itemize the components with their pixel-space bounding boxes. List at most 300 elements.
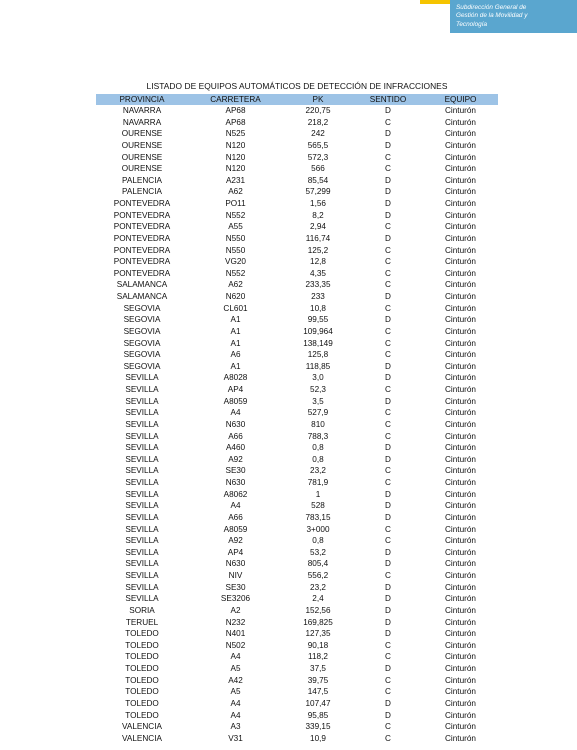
pk-cell: 233,35	[305, 280, 331, 290]
equipo-cell: Cinturón	[445, 338, 476, 348]
table-row	[96, 431, 498, 443]
provincia-cell: PONTEVEDRA	[113, 222, 171, 232]
equipo-cell: Cinturón	[445, 710, 476, 720]
table-row	[96, 407, 498, 419]
table-row	[96, 140, 498, 152]
table-row	[96, 419, 498, 431]
provincia-cell: SEVILLA	[125, 396, 159, 406]
equipo-cell: Cinturón	[445, 443, 476, 453]
sentido-cell: C	[385, 164, 391, 174]
table-row	[96, 651, 498, 663]
table-row	[96, 512, 498, 524]
provincia-cell: TOLEDO	[125, 710, 159, 720]
provincia-cell: SEVILLA	[125, 431, 159, 441]
carretera-cell: SE3206	[220, 594, 251, 604]
pk-cell: 572,3	[307, 152, 329, 162]
equipo-cell: Cinturón	[445, 396, 476, 406]
provincia-cell: TOLEDO	[125, 698, 159, 708]
provincia-cell: SEVILLA	[125, 373, 159, 383]
provincia-cell: OURENSE	[121, 164, 163, 174]
pk-cell: 556,2	[307, 571, 329, 580]
equipo-cell: Cinturón	[445, 629, 476, 639]
carretera-cell: A8028	[223, 373, 248, 383]
pk-cell: 527,9	[307, 408, 329, 418]
pk-cell: 52,3	[310, 385, 326, 394]
sentido-cell: D	[385, 501, 391, 511]
sentido-cell: D	[385, 710, 391, 720]
equipo-cell: Cinturón	[445, 582, 476, 592]
table-row	[96, 675, 498, 687]
equipo-cell: Cinturón	[445, 257, 476, 267]
sentido-cell: C	[385, 385, 391, 394]
carretera-cell: N630	[225, 419, 246, 429]
equipo-cell: Cinturón	[445, 361, 476, 371]
provincia-cell: PONTEVEDRA	[113, 245, 171, 255]
carretera-cell: A62	[228, 187, 243, 197]
table-row	[96, 733, 498, 745]
provincia-cell: PALENCIA	[122, 187, 162, 197]
table-row	[96, 396, 498, 408]
provincia-cell: TOLEDO	[125, 629, 159, 639]
carretera-cell: CL601	[223, 303, 248, 313]
table-row	[96, 349, 498, 361]
carretera-cell: A1	[230, 315, 241, 325]
sentido-cell: C	[385, 117, 391, 127]
equipo-cell: Cinturón	[445, 129, 476, 139]
equipo-cell: Cinturón	[445, 605, 476, 615]
equipo-cell: Cinturón	[445, 152, 476, 162]
pk-cell: 37,5	[310, 664, 326, 673]
provincia-cell: SEVILLA	[125, 582, 159, 592]
provincia-cell: TOLEDO	[125, 664, 159, 673]
provincia-cell: TOLEDO	[125, 640, 159, 650]
sentido-cell: C	[385, 478, 391, 487]
provincia-cell: SEVILLA	[125, 478, 159, 487]
provincia-cell: SEVILLA	[125, 385, 159, 394]
table-row	[96, 372, 498, 384]
equipo-cell: Cinturón	[445, 617, 476, 627]
pk-cell: 3,5	[312, 396, 324, 406]
sentido-cell: D	[385, 617, 391, 627]
pk-cell: 12,8	[310, 257, 326, 267]
carretera-cell: A8062	[223, 489, 248, 499]
pk-cell: 0,8	[312, 443, 324, 453]
sentido-cell: C	[385, 245, 391, 255]
sentido-cell: C	[385, 350, 391, 360]
sentido-cell: C	[385, 419, 391, 429]
provincia-cell: NAVARRA	[122, 117, 162, 127]
pk-cell: 218,2	[307, 117, 329, 127]
column-header-pk: PK	[283, 94, 353, 105]
pk-cell: 138,149	[303, 338, 333, 348]
pk-cell: 781,9	[307, 478, 329, 487]
sentido-cell: D	[385, 129, 391, 139]
provincia-cell: SEGOVIA	[123, 338, 161, 348]
sentido-cell: D	[385, 489, 391, 499]
table-row	[96, 477, 498, 489]
pk-cell: 2,4	[312, 594, 324, 604]
carretera-cell: A1	[230, 361, 241, 371]
pk-cell: 147,5	[307, 687, 329, 697]
carretera-cell: N630	[225, 559, 246, 569]
sentido-cell: D	[385, 443, 391, 453]
equipo-cell: Cinturón	[445, 117, 476, 127]
carretera-cell: A1	[230, 338, 241, 348]
equipo-cell: Cinturón	[445, 303, 476, 313]
pk-cell: 220,75	[305, 106, 331, 115]
sentido-cell: D	[385, 582, 391, 592]
sentido-cell: C	[385, 524, 391, 534]
equipo-cell: Cinturón	[445, 175, 476, 185]
table-row	[96, 245, 498, 257]
pk-cell: 3+000	[306, 524, 330, 534]
pk-cell: 99,55	[307, 315, 329, 325]
provincia-cell: VALENCIA	[122, 722, 162, 732]
equipo-cell: Cinturón	[445, 664, 476, 673]
table-row	[96, 686, 498, 698]
sentido-cell: C	[385, 722, 391, 732]
pk-cell: 125,2	[307, 245, 329, 255]
sentido-cell: C	[385, 687, 391, 697]
equipo-cell: Cinturón	[445, 478, 476, 487]
carretera-cell: N120	[225, 164, 246, 174]
sentido-cell: D	[385, 605, 391, 615]
sentido-cell: C	[385, 303, 391, 313]
table-row	[96, 454, 498, 466]
table-row	[96, 593, 498, 605]
sentido-cell: C	[385, 652, 391, 662]
table-row	[96, 710, 498, 722]
provincia-cell: SEVILLA	[125, 419, 159, 429]
sentido-cell: C	[385, 733, 391, 743]
table-row	[96, 291, 498, 303]
carretera-cell: AP68	[225, 106, 246, 115]
table-row	[96, 163, 498, 175]
carretera-cell: A6	[230, 350, 241, 360]
table-row	[96, 314, 498, 326]
provincia-cell: SEGOVIA	[123, 326, 161, 336]
pk-cell: 53,2	[310, 547, 326, 557]
sentido-cell: C	[385, 257, 391, 267]
pk-cell: 10,8	[310, 303, 326, 313]
pk-cell: 783,15	[305, 512, 331, 522]
sentido-cell: D	[385, 454, 391, 464]
sentido-cell: C	[385, 280, 391, 290]
table-row	[96, 303, 498, 315]
provincia-cell: SEGOVIA	[123, 361, 161, 371]
sentido-cell: C	[385, 675, 391, 685]
carretera-cell: N401	[225, 629, 246, 639]
carretera-cell: A231	[225, 175, 246, 185]
pk-cell: 10,9	[310, 733, 326, 743]
carretera-cell: N552	[225, 210, 246, 220]
table-row	[96, 524, 498, 536]
table-row	[96, 175, 498, 187]
table-row	[96, 338, 498, 350]
equipo-cell: Cinturón	[445, 199, 476, 208]
carretera-cell: A5	[230, 664, 241, 673]
carretera-cell: AP4	[227, 385, 244, 394]
equipo-cell: Cinturón	[445, 419, 476, 429]
carretera-cell: A5	[230, 687, 241, 697]
sentido-cell: C	[385, 466, 391, 476]
carretera-cell: SE30	[225, 582, 246, 592]
provincia-cell: SEVILLA	[125, 408, 159, 418]
table-row	[96, 256, 498, 268]
equipo-cell: Cinturón	[445, 524, 476, 534]
carretera-cell: A66	[228, 431, 243, 441]
sentido-cell: D	[385, 664, 391, 673]
column-header-provincia: PROVINCIA	[96, 94, 188, 105]
carretera-cell: AP68	[225, 117, 246, 127]
pk-cell: 90,18	[307, 640, 329, 650]
carretera-cell: A4	[230, 710, 241, 720]
pk-cell: 127,35	[305, 629, 331, 639]
carretera-cell: N120	[225, 140, 246, 150]
equipo-cell: Cinturón	[445, 315, 476, 325]
sentido-cell: D	[385, 559, 391, 569]
provincia-cell: OURENSE	[121, 129, 163, 139]
carretera-cell: A1	[230, 326, 241, 336]
table-row	[96, 535, 498, 547]
equipo-cell: Cinturón	[445, 187, 476, 197]
equipo-cell: Cinturón	[445, 408, 476, 418]
carretera-cell: A62	[228, 280, 243, 290]
table-row	[96, 384, 498, 396]
pk-cell: 85,54	[307, 175, 329, 185]
table-body	[96, 105, 498, 744]
org-line-1: Subdirección General de	[456, 4, 527, 11]
table-row	[96, 605, 498, 617]
provincia-cell: SEVILLA	[125, 512, 159, 522]
carretera-cell: PO11	[225, 199, 246, 208]
pk-cell: 528	[311, 501, 325, 511]
carretera-cell: A92	[228, 454, 243, 464]
provincia-cell: SEVILLA	[125, 489, 159, 499]
equipo-cell: Cinturón	[445, 431, 476, 441]
org-header-box	[450, 0, 577, 33]
equipo-cell: Cinturón	[445, 292, 476, 301]
pk-cell: 788,3	[307, 431, 329, 441]
column-header-equipo: EQUIPO	[423, 94, 498, 105]
sentido-cell: D	[385, 140, 391, 150]
equipo-cell: Cinturón	[445, 326, 476, 336]
pk-cell: 2,94	[310, 222, 326, 232]
provincia-cell: PALENCIA	[122, 175, 162, 185]
pk-cell: 118,2	[308, 652, 328, 662]
equipo-cell: Cinturón	[445, 164, 476, 174]
provincia-cell: SEVILLA	[125, 594, 159, 604]
table-row	[96, 628, 498, 640]
provincia-cell: PONTEVEDRA	[113, 210, 171, 220]
provincia-cell: OURENSE	[121, 140, 163, 150]
table-row	[96, 326, 498, 338]
carretera-cell: A4	[230, 698, 241, 708]
pk-cell: 125,8	[307, 350, 329, 360]
sentido-cell: D	[385, 187, 391, 197]
provincia-cell: SALAMANCA	[116, 292, 168, 301]
carretera-cell: NIV	[228, 571, 243, 580]
table-row	[96, 663, 498, 675]
sentido-cell: D	[385, 315, 391, 325]
table-row	[96, 361, 498, 373]
sentido-cell: C	[385, 222, 391, 232]
sentido-cell: C	[385, 408, 391, 418]
provincia-cell: PONTEVEDRA	[113, 199, 171, 208]
carretera-cell: A8059	[223, 524, 248, 534]
equipo-cell: Cinturón	[445, 222, 476, 232]
carretera-cell: A3	[230, 722, 241, 732]
table-row	[96, 570, 498, 582]
carretera-cell: A66	[228, 512, 243, 522]
pk-cell: 4,35	[310, 268, 326, 278]
provincia-cell: SEGOVIA	[123, 303, 161, 313]
carretera-cell: A4	[230, 652, 241, 662]
carretera-cell: A8059	[223, 396, 248, 406]
table-row	[96, 198, 498, 210]
pk-cell: 0,8	[312, 536, 324, 546]
provincia-cell: SEGOVIA	[123, 350, 161, 360]
provincia-cell: SEVILLA	[125, 454, 159, 464]
table-row	[96, 558, 498, 570]
carretera-cell: SE30	[225, 466, 246, 476]
carretera-cell: N502	[225, 640, 246, 650]
sentido-cell: D	[385, 594, 391, 604]
carretera-cell: VG20	[225, 257, 246, 267]
equipo-cell: Cinturón	[445, 652, 476, 662]
equipo-cell: Cinturón	[445, 385, 476, 394]
org-line-2: Gestión de la Movilidad y	[456, 12, 528, 20]
sentido-cell: C	[385, 431, 391, 441]
column-header-carretera: CARRETERA	[188, 94, 283, 105]
table-row	[96, 279, 498, 291]
provincia-cell: TOLEDO	[125, 675, 159, 685]
pk-cell: 8,2	[312, 210, 324, 220]
equipo-cell: Cinturón	[445, 210, 476, 220]
pk-cell: 1	[315, 489, 321, 499]
carretera-cell: AP4	[227, 547, 244, 557]
sentido-cell: C	[385, 152, 391, 162]
provincia-cell: TOLEDO	[125, 652, 159, 662]
provincia-cell: SEVILLA	[125, 559, 159, 569]
table-row	[96, 233, 498, 245]
sentido-cell: C	[385, 640, 391, 650]
sentido-cell: D	[385, 512, 391, 522]
carretera-cell: N552	[225, 268, 246, 278]
carretera-cell: A4	[230, 408, 241, 418]
carretera-cell: A2	[230, 605, 241, 615]
provincia-cell: SORIA	[129, 605, 155, 615]
pk-cell: 109,964	[303, 326, 333, 336]
equipo-cell: Cinturón	[445, 512, 476, 522]
carretera-cell: N550	[225, 245, 246, 255]
equipo-cell: Cinturón	[445, 687, 476, 697]
table-row	[96, 617, 498, 629]
table-row	[96, 442, 498, 454]
equipo-cell: Cinturón	[445, 268, 476, 278]
table-row	[96, 640, 498, 652]
equipment-table	[96, 94, 498, 744]
provincia-cell: VALENCIA	[122, 733, 162, 743]
provincia-cell: SALAMANCA	[116, 280, 168, 290]
table-row	[96, 186, 498, 198]
equipo-cell: Cinturón	[445, 698, 476, 708]
pk-cell: 116,74	[305, 233, 331, 243]
sentido-cell: C	[385, 536, 391, 546]
equipo-cell: Cinturón	[445, 233, 476, 243]
pk-cell: 57,299	[305, 187, 331, 197]
sentido-cell: C	[385, 268, 391, 278]
pk-cell: 805,4	[307, 559, 329, 569]
carretera-cell: N232	[225, 617, 246, 627]
equipo-cell: Cinturón	[445, 640, 476, 650]
provincia-cell: SEGOVIA	[123, 315, 161, 325]
sentido-cell: D	[385, 373, 391, 383]
provincia-cell: OURENSE	[121, 152, 163, 162]
equipo-cell: Cinturón	[445, 675, 476, 685]
table-row	[96, 128, 498, 140]
provincia-cell: PONTEVEDRA	[113, 268, 171, 278]
table-row	[96, 721, 498, 733]
carretera-cell: A92	[228, 536, 243, 546]
equipo-cell: Cinturón	[445, 722, 476, 732]
provincia-cell: TERUEL	[125, 617, 159, 627]
pk-cell: 0,8	[312, 454, 324, 464]
pk-cell: 107,47	[305, 698, 331, 708]
carretera-cell: N630	[225, 478, 246, 487]
sentido-cell: D	[385, 361, 391, 371]
pk-cell: 339,15	[305, 722, 331, 732]
equipo-cell: Cinturón	[445, 559, 476, 569]
table-row	[96, 221, 498, 233]
provincia-cell: SEVILLA	[125, 443, 159, 453]
pk-cell: 95,85	[307, 710, 329, 720]
sentido-cell: D	[385, 233, 391, 243]
equipo-cell: Cinturón	[445, 547, 476, 557]
document-title: LISTADO DE EQUIPOS AUTOMÁTICOS DE DETECCIÓN DE INFRACCIONES	[146, 81, 448, 91]
sentido-cell: D	[385, 210, 391, 220]
equipo-cell: Cinturón	[445, 466, 476, 476]
sentido-cell: D	[385, 292, 391, 301]
sentido-cell: D	[385, 629, 391, 639]
equipo-cell: Cinturón	[445, 140, 476, 150]
pk-cell: 3,0	[312, 373, 324, 383]
sentido-cell: C	[385, 326, 391, 336]
sentido-cell: C	[385, 571, 391, 580]
carretera-cell: A4	[230, 501, 241, 511]
equipo-cell: Cinturón	[445, 571, 476, 580]
carretera-cell: N620	[225, 292, 246, 301]
org-line-3: Tecnología	[456, 20, 488, 28]
table-row	[96, 105, 498, 117]
provincia-cell: NAVARRA	[122, 106, 162, 115]
provincia-cell: PONTEVEDRA	[113, 233, 171, 243]
sentido-cell: D	[385, 106, 391, 115]
pk-cell: 118,85	[305, 361, 331, 371]
sentido-cell: D	[385, 396, 391, 406]
sentido-cell: D	[385, 175, 391, 185]
equipo-cell: Cinturón	[445, 536, 476, 546]
pk-cell: 1,56	[310, 199, 326, 208]
provincia-cell: SEVILLA	[125, 524, 159, 534]
table-row	[96, 547, 498, 559]
carretera-cell: A460	[225, 443, 246, 453]
table-row	[96, 210, 498, 222]
pk-cell: 565,5	[307, 140, 329, 150]
table-row	[96, 465, 498, 477]
equipo-cell: Cinturón	[445, 733, 476, 743]
pk-cell: 242	[311, 129, 325, 139]
